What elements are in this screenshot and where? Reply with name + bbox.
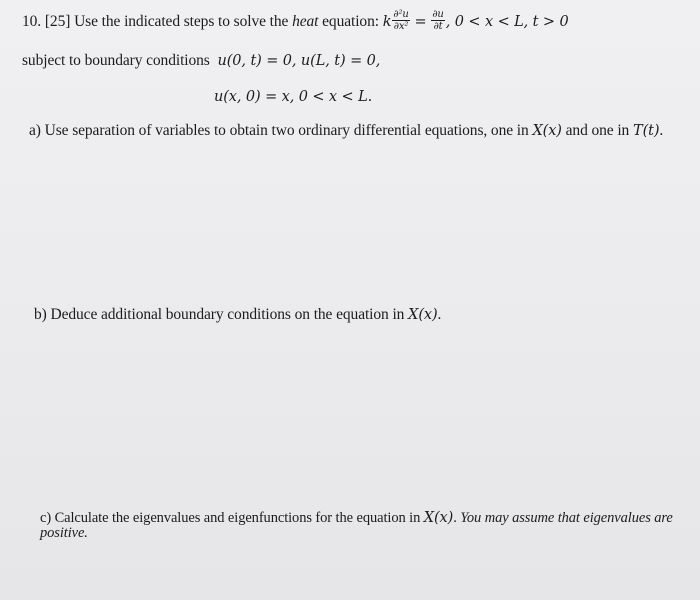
part-b <box>34 306 441 324</box>
problem-points: [25] <box>44 13 71 31</box>
rhs-denominator: ∂t <box>433 21 443 32</box>
part-c-x-function: X(x) <box>423 510 454 526</box>
equals-sign: = <box>414 14 427 31</box>
rhs-fraction <box>431 9 444 32</box>
part-c <box>40 509 673 527</box>
equation-label: equation: <box>322 13 379 31</box>
part-c-continuation <box>40 524 88 542</box>
part-b-end: . <box>437 306 442 323</box>
part-a-x-function: X(x) <box>532 123 562 139</box>
part-c-text: c) Calculate the eigenvalues and eigenfunctions for the equation in <box>40 510 421 526</box>
part-b-x-function: X(x) <box>408 307 438 323</box>
rhs-numerator: ∂u <box>432 9 444 20</box>
equation-domain: , 0 < x < L, t > 0 <box>445 14 569 31</box>
problem-statement <box>22 11 569 34</box>
part-c-assumption: You may assume that eigenvalues are <box>460 510 673 526</box>
part-a <box>29 122 663 140</box>
part-c-assumption-end: positive. <box>40 525 88 541</box>
part-c-dot: . <box>453 510 457 526</box>
part-a-text: a) Use separation of variables to obtain two ordinary differential equations, one in <box>29 122 529 139</box>
part-a-mid: and one in <box>565 122 630 139</box>
lhs-denominator: ∂x² <box>393 21 409 32</box>
initial-condition <box>214 88 372 106</box>
boundary-conditions <box>22 52 380 70</box>
lhs-fraction <box>392 9 409 32</box>
bc-math: u(0, t) = 0, u(L, t) = 0, <box>217 53 381 69</box>
part-b-text: b) Deduce additional boundary conditions on the equation in <box>34 306 405 323</box>
part-a-end: . <box>659 122 664 139</box>
problem-number: 10. <box>22 13 42 31</box>
lhs-numerator: ∂²u <box>393 9 409 20</box>
problem-intro: Use the indicated steps to solve the <box>74 13 289 31</box>
heat-word: heat <box>292 13 319 31</box>
heat-equation <box>382 9 569 32</box>
ic-math: u(x, 0) = x, 0 < x < L. <box>214 89 373 105</box>
equation-coefficient: k <box>382 14 392 31</box>
bc-label: subject to boundary conditions <box>22 52 210 69</box>
part-a-t-function: T(t) <box>633 123 660 139</box>
